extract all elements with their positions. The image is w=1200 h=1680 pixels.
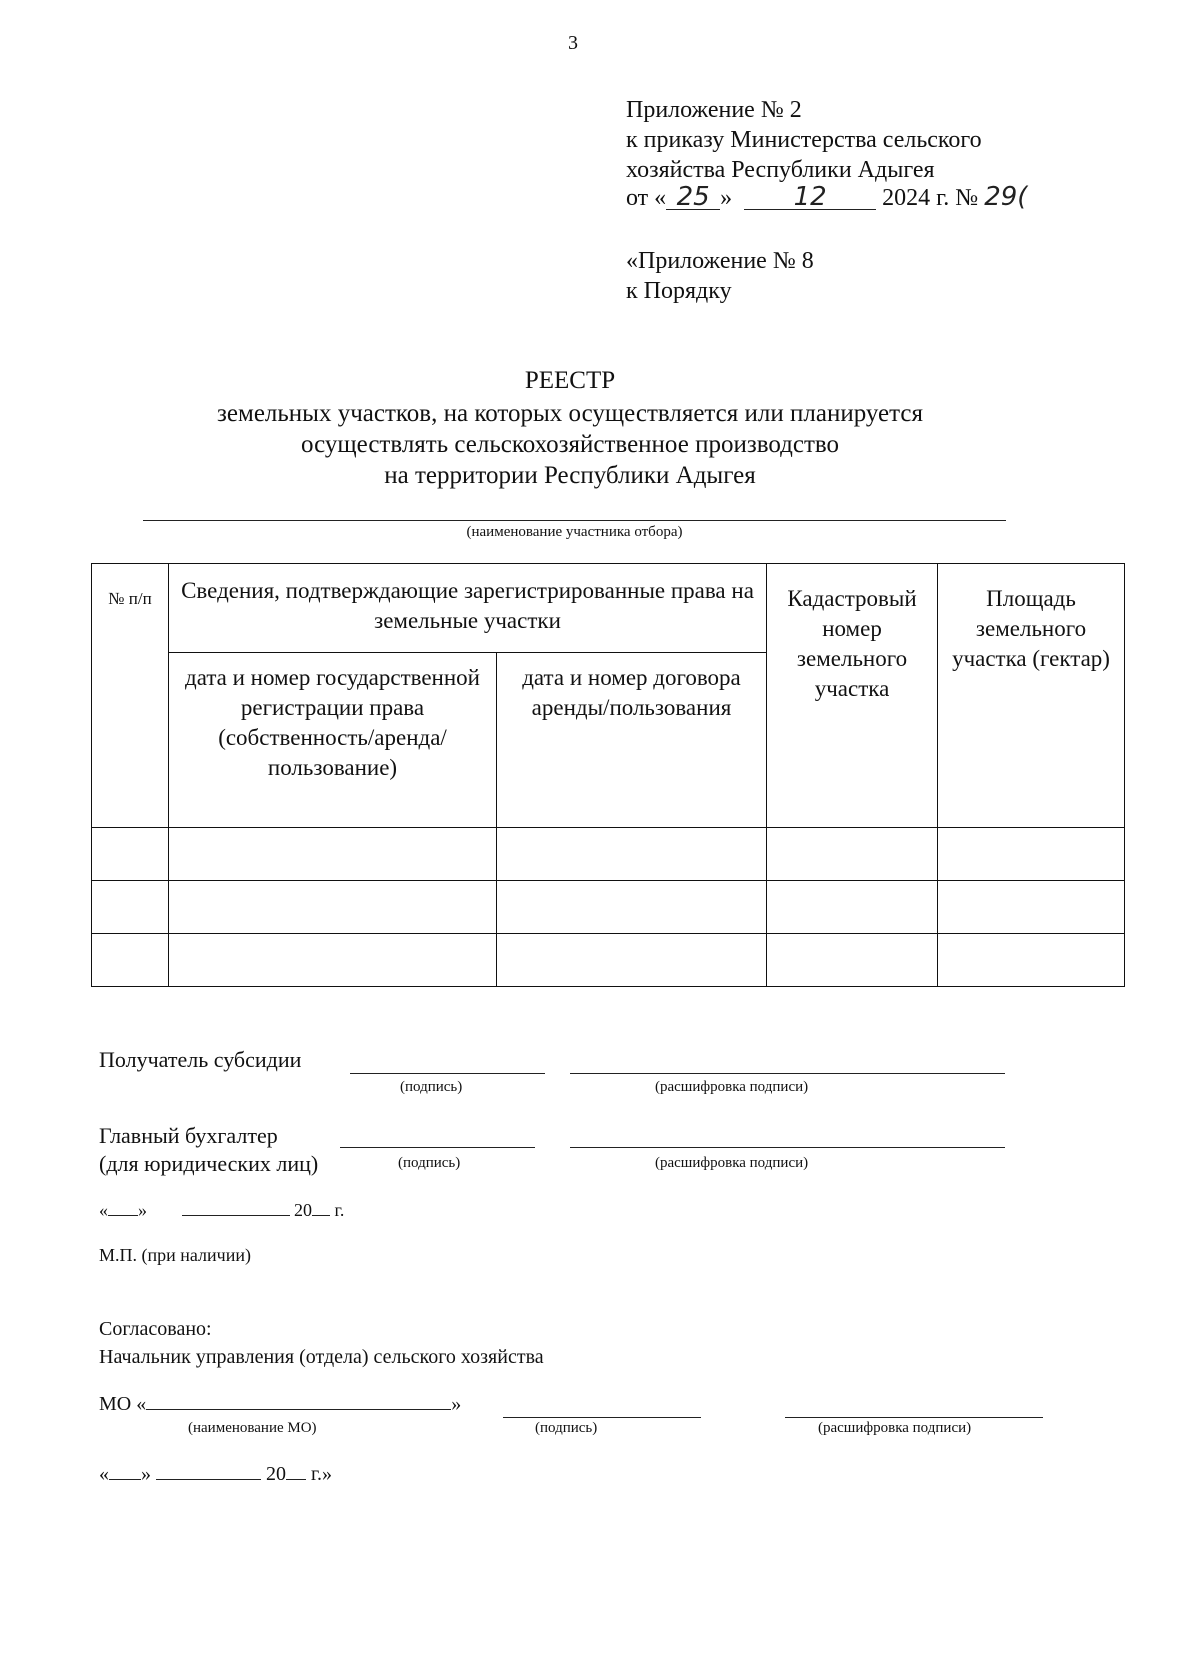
table-cell[interactable] <box>938 881 1125 934</box>
table-cell[interactable] <box>497 828 767 881</box>
title-line-2: осуществлять сельскохозяйственное производство <box>300 431 840 458</box>
table-cell[interactable] <box>169 828 497 881</box>
stamp-note: М.П. (при наличии) <box>99 1245 251 1265</box>
month-blank[interactable] <box>182 1215 290 1216</box>
accountant-label: Главный бухгалтер <box>99 1123 278 1148</box>
table-cell[interactable] <box>938 828 1125 881</box>
table-cell[interactable] <box>92 828 169 881</box>
year-suffix: г. <box>334 1200 345 1220</box>
mo-line <box>99 1393 461 1416</box>
table-cell[interactable] <box>497 934 767 987</box>
table-cell[interactable] <box>767 881 938 934</box>
table-cell[interactable] <box>169 881 497 934</box>
participant-name-line <box>143 520 1006 521</box>
handwritten-day: 25 <box>666 185 720 210</box>
document-title: РЕЕСТР <box>524 367 616 394</box>
order-date-line <box>626 183 1040 213</box>
approval-date-line <box>99 1463 332 1486</box>
agreed-label: Согласовано: <box>99 1318 212 1340</box>
table-row <box>92 828 1125 881</box>
day-blank[interactable] <box>109 1479 141 1480</box>
date-prefix: от « <box>626 185 667 211</box>
approval-decoding-caption: (расшифровка подписи) <box>818 1420 972 1436</box>
approval-signature-line[interactable] <box>503 1417 701 1418</box>
year-blank[interactable] <box>312 1215 330 1216</box>
table-cell[interactable] <box>938 934 1125 987</box>
title-line-3: на территории Республики Адыгея <box>384 462 756 489</box>
recipient-decoding-line[interactable] <box>570 1073 1005 1074</box>
accountant-signature-line[interactable] <box>340 1147 535 1148</box>
mo-caption: (наименование МО) <box>188 1420 317 1436</box>
table-row <box>92 881 1125 934</box>
participant-caption: (наименование участника отбора) <box>466 524 683 540</box>
table-cell[interactable] <box>767 934 938 987</box>
accountant-decoding-line[interactable] <box>570 1147 1005 1148</box>
date-suffix: » <box>720 185 733 211</box>
cadastral-header: Кадастровый номер земельного участка <box>767 564 938 828</box>
year-suffix: г.» <box>311 1463 332 1485</box>
date-close-quote: » <box>141 1463 151 1485</box>
page-number: 3 <box>568 32 578 54</box>
table-cell[interactable] <box>497 881 767 934</box>
table-cell[interactable] <box>169 934 497 987</box>
mo-name-blank[interactable] <box>146 1409 451 1410</box>
chief-label: Начальник управления (отдела) сельского хозяйства <box>99 1346 544 1368</box>
table-row <box>92 934 1125 987</box>
handwritten-order-number: 29( <box>984 182 1028 212</box>
table-cell[interactable] <box>92 934 169 987</box>
handwritten-month: 12 <box>744 185 876 210</box>
order-reference: к приказу Министерства сельского <box>626 127 982 153</box>
recipient-decoding-caption: (расшифровка подписи) <box>655 1079 809 1095</box>
mo-suffix: » <box>451 1393 462 1415</box>
col-number-header: № п/п <box>92 564 169 828</box>
date-open-quote: « <box>99 1200 108 1220</box>
title-line-1: земельных участков, на которых осуществляется или планируется <box>217 400 923 427</box>
year-blank[interactable] <box>286 1479 306 1480</box>
registration-subheader: дата и номер государственной регистрации права (собственность/аренда/ пользование) <box>169 653 497 828</box>
appendix-8-order: к Порядку <box>626 278 732 304</box>
appendix-8-heading: «Приложение № 8 <box>626 248 814 274</box>
recipient-signature-caption: (подпись) <box>400 1079 463 1095</box>
day-blank[interactable] <box>108 1215 138 1216</box>
appendix-heading: Приложение № 2 <box>626 97 802 123</box>
ministry-name: хозяйства Республики Адыгея <box>626 157 935 183</box>
approval-decoding-line[interactable] <box>785 1417 1043 1418</box>
table-cell[interactable] <box>767 828 938 881</box>
accountant-decoding-caption: (расшифровка подписи) <box>655 1155 809 1171</box>
accountant-signature-caption: (подпись) <box>398 1155 461 1171</box>
table-cell[interactable] <box>92 881 169 934</box>
recipient-label: Получатель субсидии <box>99 1047 302 1072</box>
signature-date-line <box>99 1200 344 1221</box>
date-open-quote: « <box>99 1463 109 1485</box>
year-text: 2024 г. № <box>882 185 979 211</box>
mo-prefix: МО « <box>99 1393 147 1415</box>
accountant-note: (для юридических лиц) <box>99 1151 319 1176</box>
registry-table <box>91 563 1125 987</box>
month-blank[interactable] <box>156 1479 261 1480</box>
rights-group-header: Сведения, подтверждающие зарегистрированные права на земельные участки <box>169 564 767 653</box>
approval-signature-caption: (подпись) <box>535 1420 598 1436</box>
year-prefix: 20 <box>266 1463 286 1485</box>
recipient-signature-line[interactable] <box>350 1073 545 1074</box>
lease-subheader: дата и номер договора аренды/пользования <box>497 653 767 828</box>
date-close-quote: » <box>138 1200 147 1220</box>
area-header: Площадь земельного участка (гектар) <box>938 564 1125 828</box>
year-prefix: 20 <box>294 1200 312 1220</box>
